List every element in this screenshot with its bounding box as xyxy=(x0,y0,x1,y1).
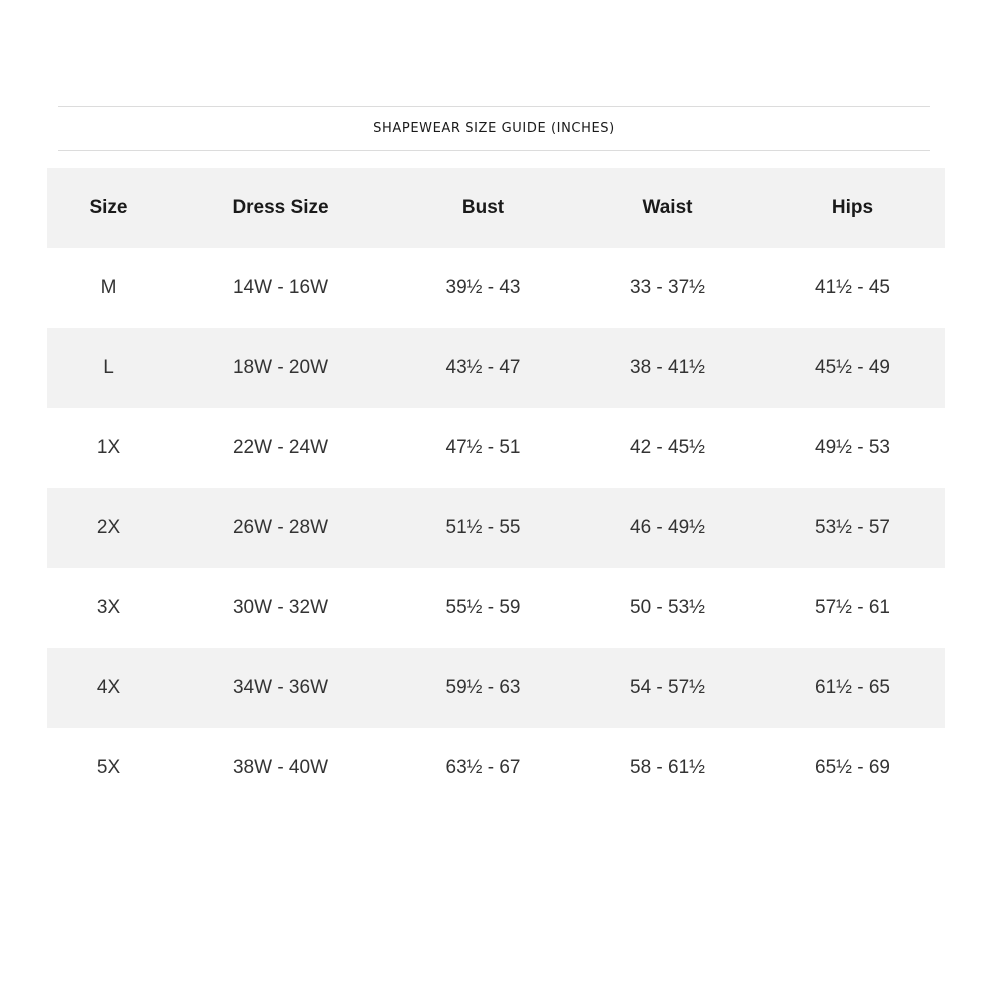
cell-bust: 47½ - 51 xyxy=(445,437,521,458)
cell-dress-size: 26W - 28W xyxy=(232,517,329,538)
table-row xyxy=(47,728,945,808)
cell-hips: 49½ - 53 xyxy=(815,437,890,458)
table-row xyxy=(47,328,945,408)
column-header-size: Size xyxy=(89,197,128,218)
cell-hips: 57½ - 61 xyxy=(815,597,890,618)
column-header-waist: Waist xyxy=(642,197,693,218)
cell-size: 2X xyxy=(96,517,121,538)
cell-waist: 33 - 37½ xyxy=(630,277,705,298)
cell-dress-size: 34W - 36W xyxy=(232,677,329,698)
cell-dress-size: 14W - 16W xyxy=(232,277,329,298)
cell-bust: 43½ - 47 xyxy=(445,357,521,378)
cell-size: 5X xyxy=(96,757,121,778)
cell-size: 4X xyxy=(96,677,121,698)
column-header-hips: Hips xyxy=(831,197,874,218)
cell-hips: 61½ - 65 xyxy=(815,677,890,698)
cell-dress-size: 30W - 32W xyxy=(232,597,329,618)
cell-dress-size: 22W - 24W xyxy=(232,437,329,458)
cell-size: M xyxy=(100,277,117,298)
size-guide-title-band xyxy=(58,106,930,151)
table-row xyxy=(47,648,945,728)
size-guide-title: SHAPEWEAR SIZE GUIDE (INCHES) xyxy=(373,121,615,136)
cell-size: L xyxy=(103,357,114,378)
cell-waist: 42 - 45½ xyxy=(630,437,705,458)
cell-hips: 45½ - 49 xyxy=(815,357,890,378)
cell-hips: 65½ - 69 xyxy=(815,757,890,778)
cell-bust: 59½ - 63 xyxy=(445,677,521,698)
cell-bust: 51½ - 55 xyxy=(445,517,521,538)
cell-waist: 50 - 53½ xyxy=(630,597,705,618)
cell-dress-size: 18W - 20W xyxy=(232,357,329,378)
cell-size: 1X xyxy=(96,437,121,458)
cell-bust: 63½ - 67 xyxy=(445,757,521,778)
cell-hips: 53½ - 57 xyxy=(815,517,890,538)
cell-hips: 41½ - 45 xyxy=(815,277,890,298)
table-header-row xyxy=(47,168,945,248)
table-row xyxy=(47,488,945,568)
column-header-dress-size: Dress Size xyxy=(232,197,329,218)
cell-size: 3X xyxy=(96,597,121,618)
cell-waist: 58 - 61½ xyxy=(630,757,705,778)
cell-bust: 55½ - 59 xyxy=(445,597,521,618)
cell-waist: 54 - 57½ xyxy=(630,677,705,698)
size-guide-table xyxy=(47,168,945,808)
table-row xyxy=(47,248,945,328)
table-row xyxy=(47,408,945,488)
cell-waist: 46 - 49½ xyxy=(630,517,705,538)
cell-waist: 38 - 41½ xyxy=(630,357,705,378)
cell-bust: 39½ - 43 xyxy=(445,277,521,298)
cell-dress-size: 38W - 40W xyxy=(232,757,329,778)
column-header-bust: Bust xyxy=(461,197,505,218)
table-row xyxy=(47,568,945,648)
